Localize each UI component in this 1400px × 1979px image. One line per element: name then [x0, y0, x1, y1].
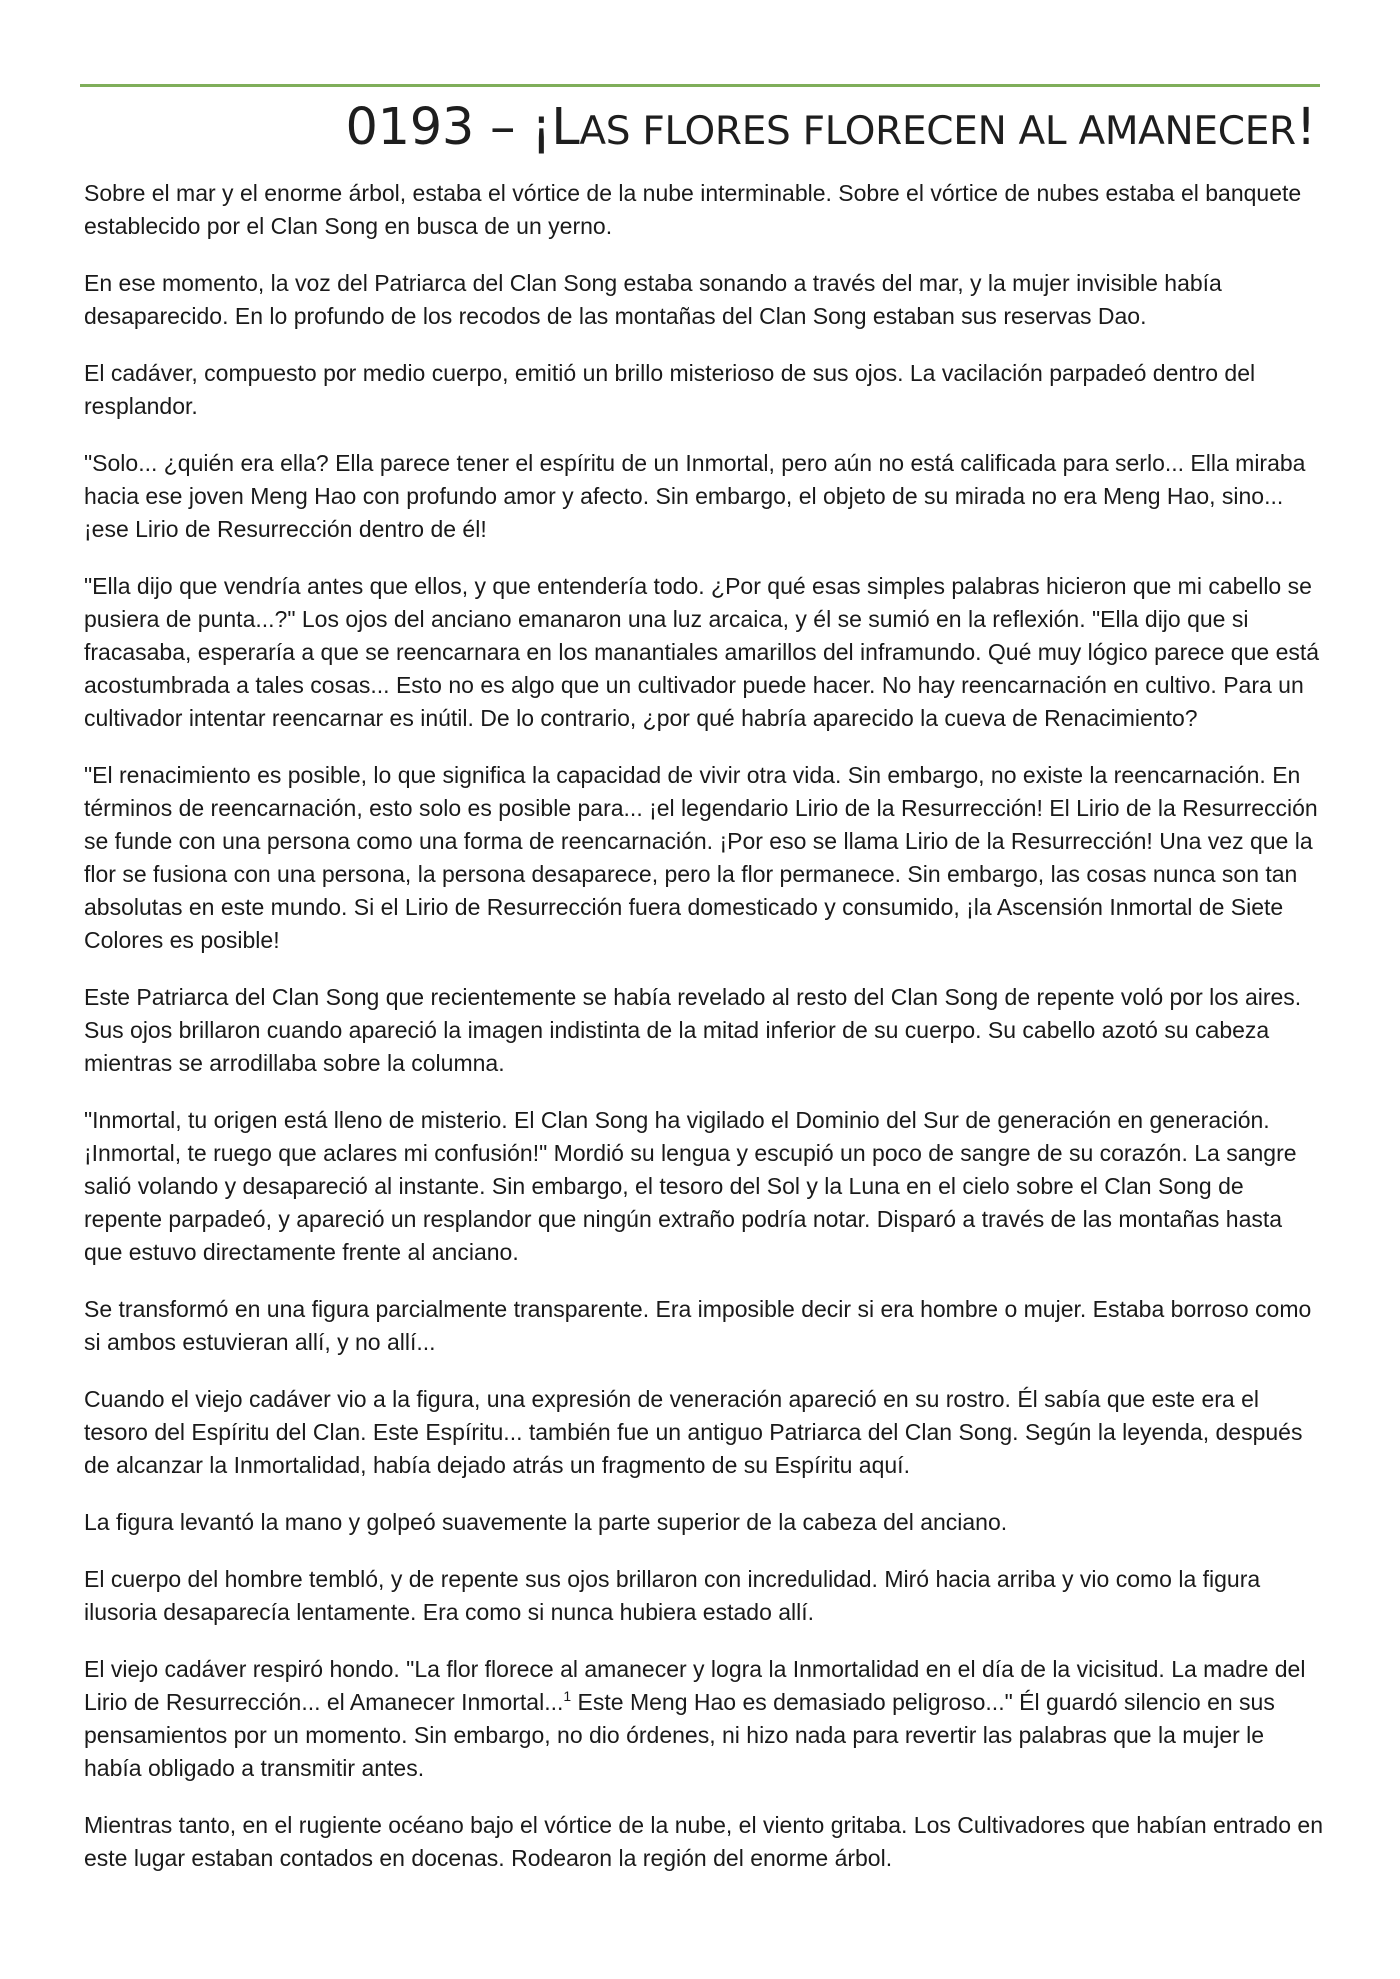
paragraph: Sobre el mar y el enorme árbol, estaba el vórtice de la nube interminable. Sobre el vórtice de nubes estaba el banquete establecido por el Clan Song en busca de un yerno.	[84, 180, 1302, 239]
paragraph: La figura levantó la mano y golpeó suavemente la parte superior de la cabeza del anciano.	[84, 1509, 1008, 1535]
paragraph-text-before: El viejo cadáver respiró hondo. "La flor florece al amanecer y logra la Inmortalidad en el día de la vicisitud. La madre del Lirio de Resurrección... el Amanecer Inmortal...	[84, 1656, 1306, 1715]
paragraph: En ese momento, la voz del Patriarca del Clan Song estaba sonando a través del mar, y la mujer invisible había desaparecido. En lo profundo de los recodos de las montañas del Clan Song estaban sus reservas Dao.	[84, 270, 1222, 329]
chapter-body	[84, 177, 1324, 1899]
footnote-marker[interactable]: 1	[563, 1688, 572, 1704]
chapter-title-first: ¡L	[531, 98, 580, 157]
paragraph: "Ella dijo que vendría antes que ellos, y que entendería todo. ¿Por qué esas simples palabras hicieron que mi cabello se pusiera de punta...?" Los ojos del anciano emanaron una luz arcaica, y él se sumió en la reflexión. "Ella dijo que si fracasaba, esperaría a que se reencarnara en los manantiales amarillos del inframundo. Qué muy lógico parece que está acostumbrada a tales cosas... Esto no es algo que un cultivador puede hacer. No hay reencarnación en cultivo. Para un cultivador intentar reencarnar es inútil. De lo contrario, ¿por qué habría aparecido la cueva de Renacimiento?	[84, 573, 1320, 731]
paragraph: "Inmortal, tu origen está lleno de misterio. El Clan Song ha vigilado el Dominio del Sur de generación en generación. ¡Inmortal, te ruego que aclares mi confusión!" Mordió su lengua y escupió un poco de sangre de su corazón. La sangre salió volando y desapareció al instante. Sin embargo, el tesoro del Sol y la Luna en el cielo sobre el Clan Song de repente parpadeó, y apareció un resplandor que ningún extraño podría notar. Disparó a través de las montañas hasta que estuvo directamente frente al anciano.	[84, 1107, 1297, 1265]
paragraph: El cadáver, compuesto por medio cuerpo, emitió un brillo misterioso de sus ojos. La vacilación parpadeó dentro del resplandor.	[84, 360, 1256, 419]
paragraph: Se transformó en una figura parcialmente transparente. Era imposible decir si era hombre o mujer. Estaba borroso como si ambos estuvieran allí, y no allí...	[84, 1296, 1312, 1355]
chapter-title-end: !	[1295, 98, 1316, 157]
paragraph-with-footnote	[84, 1653, 1324, 1785]
paragraph: Mientras tanto, en el rugiente océano bajo el vórtice de la nube, el viento gritaba. Los Cultivadores que habían entrado en este lugar estaban contados en docenas. Rodearon la región del enorme árbol.	[84, 1812, 1323, 1871]
header-rule	[80, 84, 1320, 87]
paragraph: Cuando el viejo cadáver vio a la figura, una expresión de veneración apareció en su rostro. Él sabía que este era el tesoro del Espíritu del Clan. Este Espíritu... también fue un antiguo Patriarca del Clan Song. Según la leyenda, después de alcanzar la Inmortalidad, había dejado atrás un fragmento de su Espíritu aquí.	[84, 1386, 1303, 1478]
chapter-title	[345, 96, 1316, 164]
chapter-number: 0193	[345, 98, 475, 157]
paragraph: El cuerpo del hombre tembló, y de repente sus ojos brillaron con incredulidad. Miró hacia arriba y vio como la figura ilusoria desaparecía lentamente. Era como si nunca hubiera estado allí.	[84, 1566, 1261, 1625]
paragraph: Este Patriarca del Clan Song que recientemente se había revelado al resto del Clan Song de repente voló por los aires. Sus ojos brillaron cuando apareció la imagen indistinta de la mitad inferior de su cuerpo. Su cabello azotó su cabeza mientras se arrodillaba sobre la columna.	[84, 984, 1302, 1076]
chapter-dash: –	[490, 98, 516, 157]
paragraph: "Solo... ¿quién era ella? Ella parece tener el espíritu de un Inmortal, pero aún no está calificada para serlo... Ella miraba hacia ese joven Meng Hao con profundo amor y afecto. Sin embargo, el objeto de su mirada no era Meng Hao, sino... ¡ese Lirio de Resurrección dentro de él!	[84, 450, 1306, 542]
chapter-title-rest: AS FLORES FLORECEN AL AMANECER	[579, 109, 1296, 154]
paragraph: "El renacimiento es posible, lo que significa la capacidad de vivir otra vida. Sin embargo, no existe la reencarnación. En términos de reencarnación, esto solo es posible para... ¡el legendario Lirio de la Resurrección! El Lirio de la Resurrección se funde con una persona como una forma de reencarnación. ¡Por eso se llama Lirio de la Resurrección! Una vez que la flor se fusiona con una persona, la persona desaparece, pero la flor permanece. Sin embargo, las cosas nunca son tan absolutas en este mundo. Si el Lirio de Resurrección fuera domesticado y consumido, ¡la Ascensión Inmortal de Siete Colores es posible!	[84, 762, 1318, 953]
paragraph-text-after: Este Meng Hao es demasiado peligroso..." Él guardó silencio en sus pensamientos por un momento. Sin embargo, no dio órdenes, ni hizo nada para revertir las palabras que la mujer le había obligado a transmitir antes.	[84, 1689, 1275, 1781]
